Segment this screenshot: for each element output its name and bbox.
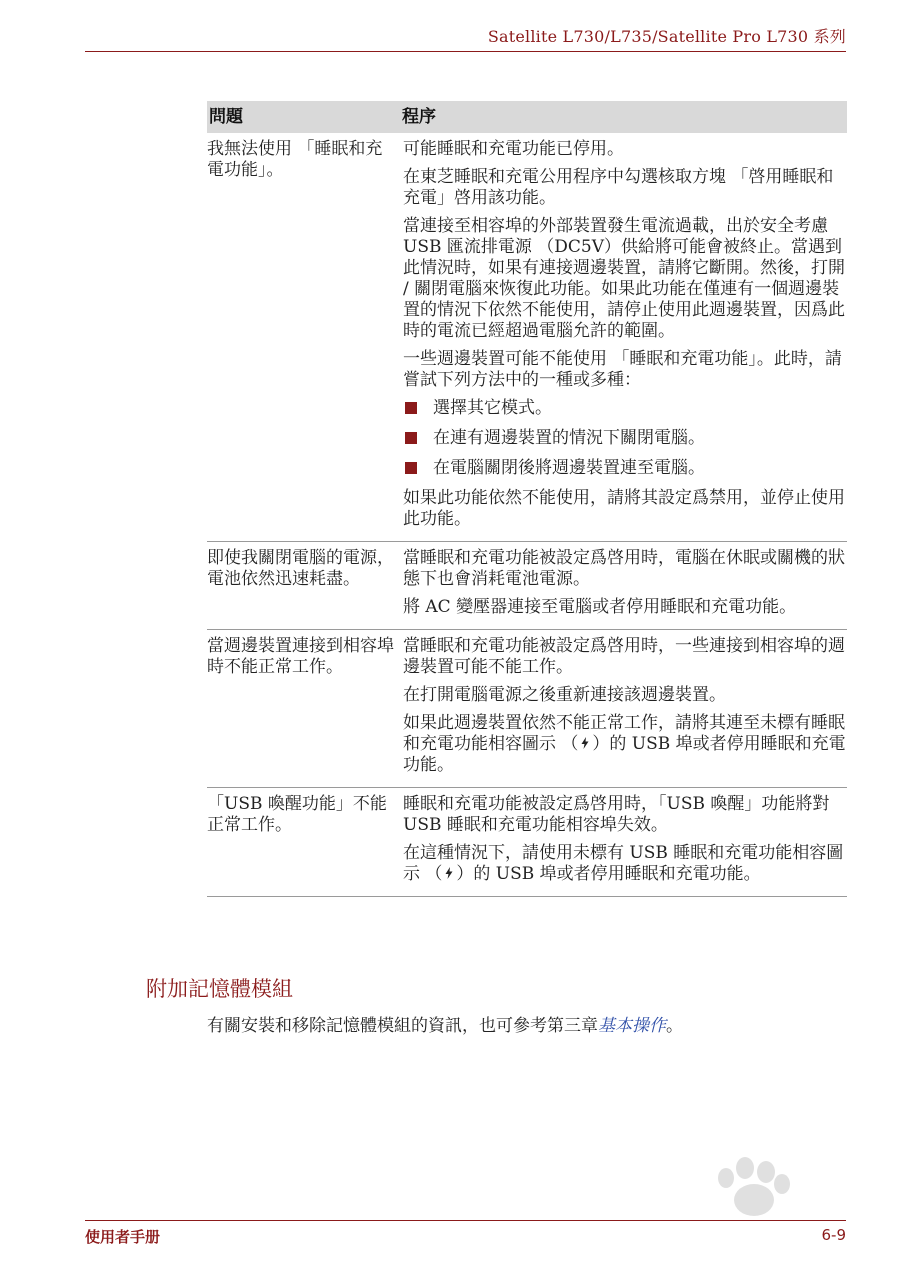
list-item-text: 在連有週邊裝置的情況下關閉電腦。 [433,428,705,448]
procedure-text: 在打開電腦電源之後重新連接該週邊裝置。 [403,685,726,705]
column-header-procedure: 程序 [402,106,436,127]
problem-cell: 「USB 喚醒功能」不能正常工作。 [207,794,387,835]
list-item-text: 選擇其它模式。 [433,398,552,418]
square-bullet-icon [405,402,417,414]
sleep-and-charge-icon [442,866,456,880]
procedure-text: 當睡眠和充電功能被設定爲啓用時，一些連接到相容埠的週邊裝置可能不能工作。 [403,636,845,677]
section-heading: 附加記憶體模組 [146,977,293,1001]
table-row [207,630,847,788]
procedure-cell [403,133,847,541]
procedure-cell [403,542,847,629]
header-divider [85,51,846,52]
troubleshooting-table [207,101,847,897]
bullet-list [403,398,847,479]
problem-cell: 即使我關閉電腦的電源，電池依然迅速耗盡。 [207,548,394,589]
procedure-cell [403,788,847,896]
section-paragraph [207,1011,683,1036]
procedure-text: 在東芝睡眠和充電公用程序中勾選核取方塊 「啓用睡眠和充電」啓用該功能。 [403,167,834,208]
watermark-logo [640,1150,850,1250]
procedure-text [403,713,847,776]
column-header-problem: 問題 [209,106,243,127]
procedure-text: 可能睡眠和充電功能已停用。 [403,139,624,159]
procedure-text: 當睡眠和充電功能被設定爲啓用時，電腦在休眠或關機的狀態下也會消耗電池電源。 [403,548,845,589]
procedure-text-part: 在這種情況下，請使用未標有 USB 睡眠和充電功能相容圖示 （ [403,843,844,884]
procedure-text-part: ）的 USB 埠或者停用睡眠和充電功能。 [456,864,761,884]
square-bullet-icon [405,432,417,444]
procedure-text-part: ）的 USB 埠或者停用睡眠和充電功能。 [403,734,846,775]
sleep-and-charge-icon [578,736,592,750]
list-item [403,398,847,419]
page-header-title: Satellite L730/L735/Satellite Pro L730 系列 [487,27,846,46]
section-body-text: 有關安裝和移除記憶體模組的資訊，也可參考第三章 [207,1016,598,1036]
footer-divider [85,1220,846,1221]
list-item-text: 在電腦關閉後將週邊裝置連至電腦。 [433,458,705,478]
problem-cell: 當週邊裝置連接到相容埠時不能正常工作。 [207,636,394,677]
table-row [207,542,847,630]
table-header-row [207,101,847,133]
procedure-text: 將 AC 變壓器連接至電腦或者停用睡眠和充電功能。 [403,597,797,617]
section-body-end: 。 [666,1016,683,1036]
square-bullet-icon [405,462,417,474]
list-item [403,458,847,479]
procedure-text: 一些週邊裝置可能不能使用 「睡眠和充電功能」。此時，請嘗試下列方法中的一種或多種： [403,349,842,390]
basic-operations-link[interactable]: 基本操作 [598,1016,666,1036]
procedure-text: 睡眠和充電功能被設定爲啓用時，「USB 喚醒」功能將對 USB 睡眠和充電功能相容埠失效。 [403,794,830,835]
procedure-text [403,843,847,885]
procedure-cell [403,630,847,787]
footer-manual-title: 使用者手册 [85,1228,161,1246]
procedure-text-part: 如果此週邊裝置依然不能正常工作，請將其連至未標有睡眠和充電功能相容圖示 （ [403,713,845,754]
table-row [207,788,847,897]
table-row [207,133,847,542]
procedure-text: 如果此功能依然不能使用，請將其設定爲禁用，並停止使用此功能。 [403,488,845,529]
list-item [403,428,847,449]
problem-cell: 我無法使用 「睡眠和充電功能」。 [207,139,383,180]
procedure-text: 當連接至相容埠的外部裝置發生電流過載，出於安全考慮 USB 匯流排電源 （DC5V）供給將可能會被終止。當遇到此情況時，如果有連接週邊裝置，請將它斷開。然後，打開 / 關閉電腦來恢復此功能。如果此功能在僅連有一個週邊裝置的情況下依然不能使用，請停止使用此週邊裝置，因爲此時的電流已經超過電腦允許的範圍。 [403,216,845,341]
page-number: 6-9 [821,1226,846,1244]
